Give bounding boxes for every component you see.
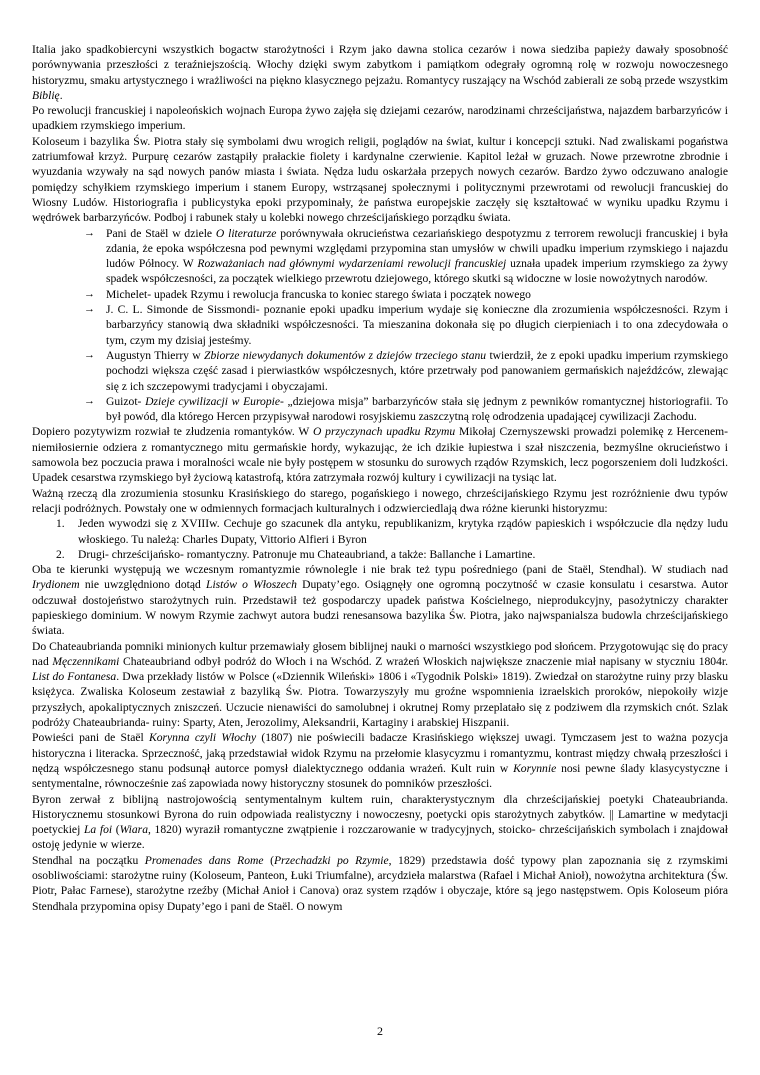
document-page <box>32 42 728 914</box>
numbered-item-2: 2. Drugi- chrześcijańsko- romantyczny. Patronuje mu Chateaubriand, a także: Ballanche i Lamartine. <box>56 547 536 561</box>
paragraph-korynna: Powieści pani de Staël Korynna czyli Włochy (1807) nie poświecili badacze Krasińskiego większej uwagi. Tymczasem jest to ważna pozycja historyczna i literacka. Sprzeczność, jaką przedstawiał widok Rzymu na przełomie klasycyzmu i romantyzmu, kontrast między chwałą przeszłości i nędzą współczesnego stanu podsunął autorce pomysł dialektycznego oddania wrażeń. Kult ruin w Korynnie nosi pewne ślady klasycystyczne i sentymentalne, równocześnie zaś zapowiada nowy historyczny stosunek do pomników przeszłości. <box>32 731 728 791</box>
list-item-thierry: → Augustyn Thierry w Zbiorze niewydanych dokumentów z dziejów trzeciego stanu twierdził, że z epoki upadku imperium rzymskiego pochodzi większa część zasad i pierwiastków współczesnych, które przetrwały pod panowaniem germańskich najeźdźców, zlewając się z ich szczepowymi tradycjami i obyczajami. <box>84 348 729 393</box>
arrow-icon: → <box>84 348 95 361</box>
arrow-icon: → <box>84 394 95 407</box>
paragraph-chateaubriand: Do Chateaubrianda pomniki minionych kultur przemawiały głosem biblijnej nauki o marności wszystkiego pod słońcem. Przygotowując się do pracy nad Męczennikami Chateaubriand odbył podróż do Włoch i na Wschód. Z wrażeń Włoskich największe znaczenie miał napisany w styczniu 1804r. List do Fontanesa. Dwa przekłady listów w Polsce («Dziennik Wileński» 1806 i «Tygodnik Polski» 1819). Zwiedzał on starożytne ruiny przy blasku księżyca. Zwaliska Koloseum zestawiał z bazyliką Św. Piotra. Towarzyszyły mu groźne wspomnienia izraelskich proroków, niepokoiły wizje przyszłych, apokaliptycznych zniszczeń. Uczucie nienawiści do samolubnej i okrutnej Romy przeplatało się z podziwem dla rzymskich cnót. Szlak podróży Chateaubrianda- ruiny: Sparty, Aten, Jerozolimy, Aleksandrii, Kartaginy i arabskiej Hiszpanii. <box>32 639 728 730</box>
paragraph-koloseum: Koloseum i bazylika Św. Piotra stały się symbolami dwu wrogich religii, poglądów na świat, kultur i koncepcji sztuki. Nad zwaliskami pogaństwa zatriumfował krzyż. Purpurę cezarów zastąpiły prałackie fiolety i kardynalne czerwienie. Kapitol leżał w gruzach. Nowe przewrotne zbrodnie i wyuzdania wzywały na sąd nowych panów miasta i świata. Nędza ludu oskarżała przepych nowych cezarów. Bardzo żywo odczuwano analogie pomiędzy schyłkiem rzymskiego imperium i stanem Europy, wstrząsanej społecznymi i politycznymi przewrotami od rewolucji francuskiej do Wiosny Ludów. Historiografia i publicystyka epoki przypominały, że państwa europejskie zaczęły się kształtować w wyniku upadku Rzymu i wędrówek barbarzyńców. Podboj i rabunek stały u kolebki nowego chrześcijańskiego porządku świata. <box>32 134 728 225</box>
paragraph-pozytywizm: Dopiero pozytywizm rozwiał te złudzenia romantyków. W O przyczynach upadku Rzymu Mikołaj Czernyszewski prowadzi polemikę z Hercenem- niemiłosiernie odziera z romantycznego mitu germańskie hordy, wykazując, że ich dzikie łupiestwa i szał niszczenia, bezmyślne okrucieństwo i samowola bez poczucia prawa i moralności wcale nie były postępem w stosunku do surowych rządów Rzymskich, lecz pogorszeniem doli ludzkości. Upadek cesarstwa rzymskiego był życiową katastrofą, która zatrzymała rozwój kultury i cywilizacji na tysiąc lat. <box>32 425 728 485</box>
page-number: 2 <box>377 1024 383 1038</box>
arrow-icon: → <box>84 287 95 300</box>
list-item-sissmondi: → J. C. L. Simonde de Sissmondi- poznanie epoki upadku imperium wydaje się konieczne dla zrozumienia współczesności. Rzym i barbarzyńcy stanowią dwa składniki współczesności. Ta mieszanina dokonała się po długich cierpieniach i to ona zdecydowała o tym, czym my dzisiaj jesteśmy. <box>84 303 728 347</box>
paragraph-kierunki: Oba te kierunki występują we wczesnym romantyzmie równolegle i nie brak też typu pośredniego (pani de Staël, Stendhal). W studiach nad Irydionem nie uwzględniono dotąd Listów o Włoszech Dupaty’ego. Osiągnęły one ogromną poczytność w czasie konsulatu i cesarstwa. Autor odczuwał dostojeństwo starożytnych ruin. Przedstawił też gospodarczy upadek państwa Kościelnego, nieprodukcyjny, pasożytniczy charakter papieskiego dominium. W nowym Rzymie zachwyt autora budzi renesansowa bazylika Św. Piotra, jako najwspanialsza budowla chrześcijańskiego świata. <box>32 563 728 638</box>
paragraph-rewolucja: Po rewolucji francuskiej i napoleońskich wojnach Europa żywo zajęła się dziejami cezarów, narodzinami chrześcijaństwa, najazdem barbarzyńców i upadkiem rzymskiego imperium. <box>32 104 728 133</box>
paragraph-byron: Byron zerwał z biblijną nastrojowością sentymentalnym kultem ruin, charakterystycznym dla chrześcijańskiej poetyki Chateaubrianda. Historycznemu stosunkowi Byrona do ruin odpowiada realistyczny i nowoczesny, poetycki opis starożytnych zabytków. || Lamartine w medytacji poetyckiej La foi (Wiara, 1820) wyraził romantyczne zwątpienie i rozczarowanie w tradycyjnych, stoicko- chrześcijańskich symbolach i znajdował ostoję jedynie w wierze. <box>32 792 729 852</box>
list-item-michelet: → Michelet- upadek Rzymu i rewolucja francuska to koniec starego świata i początek nowego <box>84 287 531 301</box>
numbered-item-1: 1. Jeden wywodzi się z XVIIIw. Cechuje go szacunek dla antyku, republikanizm, krytyka rządów papieskich i współczucie dla nędzy ludu włoskiego. Tu należą: Charles Dupaty, Vittorio Alfieri i Byron <box>56 517 728 546</box>
paragraph-stendhal: Stendhal na początku Promenades dans Rome (Przechadzki po Rzymie, 1829) przedstawia dość typowy plan zapoznania się z rzymskimi osobliwościami: starożytne ruiny (Koloseum, Panteon, Łuki Triumfalne), arcydzieła malarstwa (Rafael i Michał Anioł), nowożytna architektura (Św. Piotr, Pałac Farnese), starożytne rzeźby (Michał Anioł i Canova) oraz system rządów i obyczaje, które są jego następstwem. Opis Koloseum pióra Stendhala przypomina opisy Dupaty’ego i pani de Staël. O nowym <box>32 853 728 913</box>
arrow-icon: → <box>84 303 95 316</box>
list-item-stael: → Pani de Staël w dziele O literaturze porównywała okrucieństwa cezariańskiego despotyzmu z terrorem rewolucji francuskiej i była zdania, że epoka współczesna pod pewnymi względami przypomina stan umysłów w chwili upadku imperium rzymskiego i najazdu ludów Północy. W Rozważaniach nad głównymi wydarzeniami rewolucji francuskiej uznała upadek imperium rzymskiego za żywy spadek współczesności, za początek wielkiego przewrotu dziejowego, którego skutki są widoczne w losie nowożytnych narodów. <box>84 226 728 286</box>
paragraph-italia: Italia jako spadkobiercyni wszystkich bogactw starożytności i Rzym jako dawna stolica cezarów i nowa siedziba papieży dawały sposobność porównywania przeszłości z teraźniejszością. Włochy dzięki swym zabytkom i pamiątkom odegrały ogromną rolę w rozwoju nowoczesnego historyzmu, smaku artystycznego i wrażliwości na piękno klasycznego pejzażu. Romantycy ruszający na Wschód zabierali ze sobą przede wszystkim Biblię. <box>32 43 728 102</box>
paragraph-relacje: Ważną rzeczą dla zrozumienia stosunku Krasińskiego do starego, pogańskiego i nowego, chrześcijańskiego Rzymu jest rozróżnienie dwu typów relacji podróżnych. Powstały one w odmiennych formacjach kulturalnych i odzwierciedlają dwa różne kierunki historyzmu: <box>32 486 728 515</box>
list-item-guizot: → Guizot- Dzieje cywilizacji w Europie- „dziejowa misja” barbarzyńców stała się jednym z pewników romantycznej historiografii. To był powód, dla którego Hercen przypisywał narodowi rosyjskiemu zaszczytną rolę odrodzenia upadającej cywilizacji Zachodu. <box>84 394 728 424</box>
arrow-icon: → <box>84 226 95 239</box>
